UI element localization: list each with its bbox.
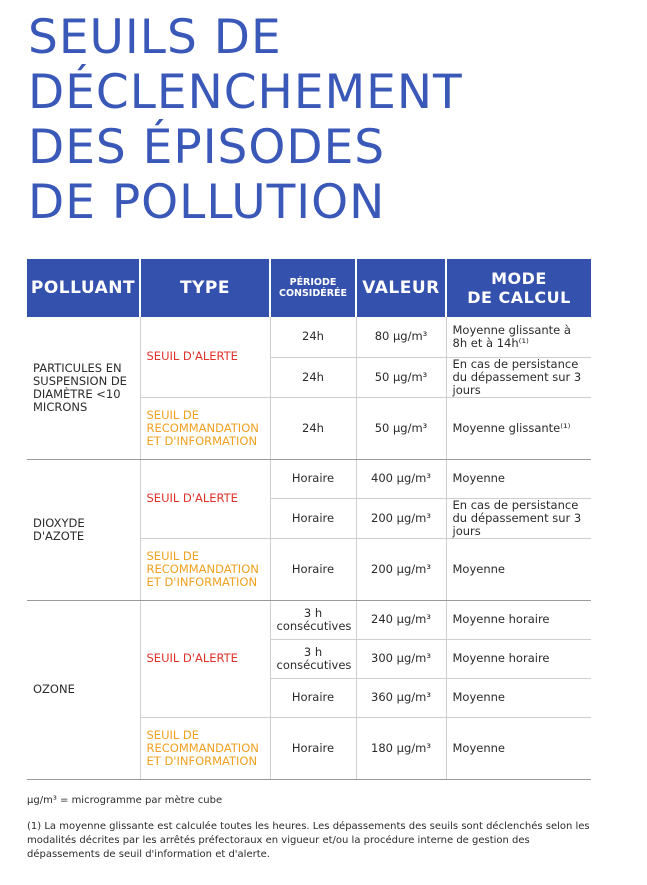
valeur-cell: 240 µg/m³ (356, 600, 446, 639)
mode-cell: Moyenne (446, 538, 591, 600)
title-line-4: DE POLLUTION (28, 175, 386, 230)
valeur-cell: 50 µg/m³ (356, 357, 446, 397)
type-alerte: SEUIL D'ALERTE (140, 459, 270, 538)
header-mode (446, 259, 591, 317)
mode-cell: Moyenne glissante à 8h et à 14h⁽¹⁾ (446, 317, 591, 357)
title-line-3: DES ÉPISODES (28, 120, 386, 175)
mode-cell: Moyenne (446, 459, 591, 498)
calculation-footnote: (1) La moyenne glissante est calculée toutes les heures. Les dépassements des seuils sont déclenchés selon les modalités décrites par les arrêtés préfectoraux en vigueur et/ou la procédure interne de gestion des dépassements de seuil d'information et d'alerte. (27, 821, 590, 860)
valeur-cell: 200 µg/m³ (356, 538, 446, 600)
title-line-1: SEUILS DE (28, 10, 282, 65)
polluant-ozone: OZONE (27, 600, 140, 779)
valeur-cell: 180 µg/m³ (356, 717, 446, 779)
mode-cell: Moyenne horaire (446, 639, 591, 678)
periode-cell: 3 h consécutives (270, 639, 356, 678)
table-row (27, 317, 591, 357)
title-line-2: DÉCLENCHEMENT (28, 65, 463, 120)
periode-cell: Horaire (270, 538, 356, 600)
type-recommandation: SEUIL DE RECOMMANDATION ET D'INFORMATION (140, 717, 270, 779)
valeur-cell: 200 µg/m³ (356, 498, 446, 538)
table-row (27, 459, 591, 498)
periode-cell: 24h (270, 317, 356, 357)
periode-cell: Horaire (270, 717, 356, 779)
type-recommandation: SEUIL DE RECOMMANDATION ET D'INFORMATION (140, 538, 270, 600)
mode-cell: Moyenne (446, 717, 591, 779)
type-alerte: SEUIL D'ALERTE (140, 317, 270, 397)
valeur-cell: 80 µg/m³ (356, 317, 446, 357)
table-row (27, 600, 591, 639)
header-periode-line-2: CONSIDÉRÉE (278, 288, 348, 299)
polluant-dioxyde: DIOXYDE D'AZOTE (27, 459, 140, 600)
header-polluant: POLLUANT (27, 259, 140, 317)
page-title (28, 10, 463, 230)
mode-cell: Moyenne glissante⁽¹⁾ (446, 397, 591, 459)
valeur-cell: 50 µg/m³ (356, 397, 446, 459)
periode-cell: 24h (270, 357, 356, 397)
mode-cell: Moyenne horaire (446, 600, 591, 639)
unit-footnote: µg/m³ = microgramme par mètre cube (27, 795, 223, 806)
periode-cell: Horaire (270, 678, 356, 717)
periode-cell: 3 h consécutives (270, 600, 356, 639)
periode-cell: Horaire (270, 459, 356, 498)
header-mode-line-2: DE CALCUL (467, 288, 571, 307)
header-periode-line-1: PÉRIODE (289, 277, 337, 288)
periode-cell: 24h (270, 397, 356, 459)
thresholds-table (27, 259, 591, 780)
polluant-particules: PARTICULES EN SUSPENSION DE DIAMÈTRE <10 MICRONS (27, 317, 140, 459)
header-valeur: VALEUR (356, 259, 446, 317)
mode-cell: En cas de persistance du dépassement sur 3 jours (446, 498, 591, 538)
valeur-cell: 360 µg/m³ (356, 678, 446, 717)
mode-cell: Moyenne (446, 678, 591, 717)
periode-cell: Horaire (270, 498, 356, 538)
header-periode (270, 259, 356, 317)
type-recommandation: SEUIL DE RECOMMANDATION ET D'INFORMATION (140, 397, 270, 459)
mode-cell: En cas de persistance du dépassement sur 3 jours (446, 357, 591, 397)
header-type: TYPE (140, 259, 270, 317)
header-mode-line-1: MODE (491, 269, 547, 288)
type-alerte: SEUIL D'ALERTE (140, 600, 270, 717)
valeur-cell: 400 µg/m³ (356, 459, 446, 498)
valeur-cell: 300 µg/m³ (356, 639, 446, 678)
table-header-row (27, 259, 591, 317)
